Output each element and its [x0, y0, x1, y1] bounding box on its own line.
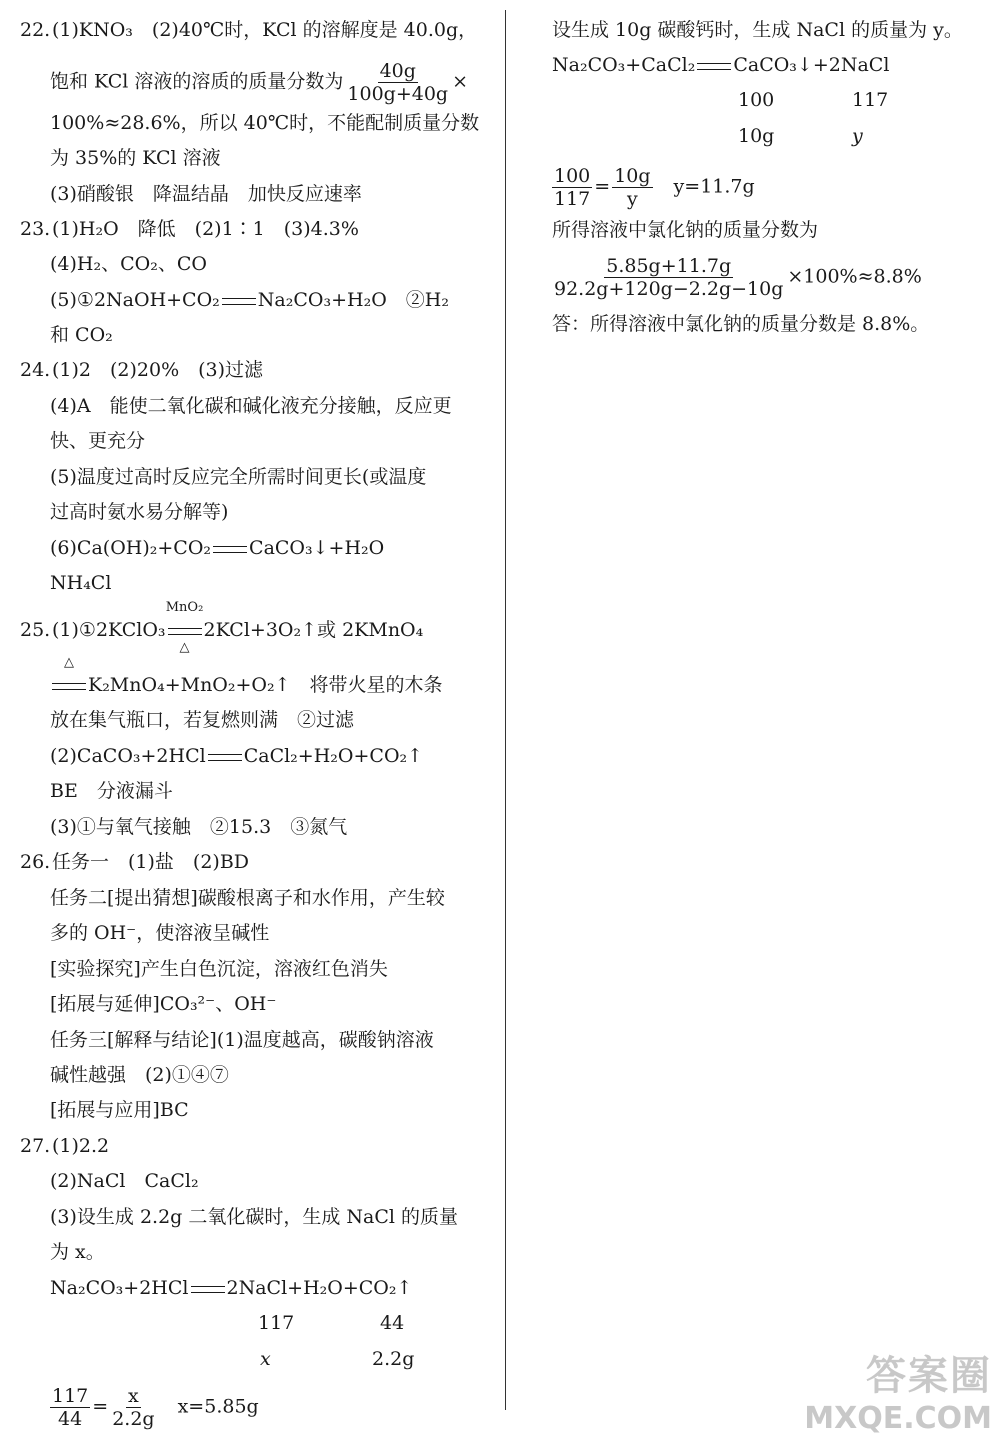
reaction-condition: MnO₂ △: [165, 600, 204, 655]
q26-line-1: 26.任务一 (1)盐 (2)BD: [20, 848, 249, 876]
equals-sign: [52, 683, 86, 690]
q27-equation: Na₂CO₃+2HCl 2NaCl+H₂O+CO₂↑: [50, 1277, 413, 1299]
right-line-4: 所得溶液中氯化钠的质量分数为: [552, 219, 819, 241]
q22-line-3: 100%≈28.6%，所以 40℃时，不能配制质量分数: [50, 112, 480, 134]
q22-line-1: 22.(1)KNO₃ (2)40℃时，KCl 的溶解度是 40.0g，: [20, 16, 477, 44]
q25-line-1: 25.(1)①2KClO₃ MnO₂ △ 2KCl+3O₂↑或 2KMnO₄: [20, 600, 424, 655]
molar-mass-nacl: 117: [258, 1312, 295, 1334]
watermark-site: MXQE.COM: [804, 1401, 992, 1436]
q23-line-4: 和 CO₂: [50, 324, 113, 346]
watermark: [804, 1344, 992, 1436]
q27-line-2: (2)NaCl CaCl₂: [50, 1170, 199, 1192]
q26-line-7: 碱性越强 (2)①④⑦: [50, 1064, 229, 1086]
equals-sign: [191, 1286, 225, 1293]
q25-line-2: △ K₂MnO₄+MnO₂+O₂↑ 将带火星的木条: [50, 671, 443, 699]
molar-mass-nacl: 117: [852, 89, 889, 111]
question-number: 26.: [20, 851, 51, 873]
fraction: $\frac{100}{117}$: [554, 165, 591, 210]
molar-mass-caco3: 100: [738, 89, 775, 111]
fraction: $\frac{10g}{y}$: [614, 165, 651, 210]
q27-line-3: (3)设生成 2.2g 二氧化碳时，生成 NaCl 的质量: [50, 1206, 459, 1228]
equals-sign: [222, 298, 256, 305]
fraction: $\frac{5.85g+11.7g}{92.2g+120g-2.2g-10g}$: [554, 255, 784, 300]
watermark-logo: 答案圈: [866, 1353, 992, 1399]
mass-fraction-formula: $\frac{5.85g+11.7g}{92.2g+120g-2.2g-10g}$ ×100%≈8.8%: [554, 255, 922, 300]
right-proportion: $\frac{100}{117}$ = $\frac{10g}{y}$ y=11.7g: [554, 165, 755, 210]
question-number: 24.: [20, 359, 51, 381]
q22-line-5: (3)硝酸银 降温结晶 加快反应速率: [50, 183, 362, 205]
molar-mass-co2: 44: [380, 1312, 405, 1334]
q23-line-2: (4)H₂、CO₂、CO: [50, 253, 207, 275]
equals-sign: [208, 754, 242, 761]
unknown-y: y: [852, 125, 863, 147]
q26-line-4: [实验探究]产生白色沉淀，溶液红色消失: [50, 958, 388, 980]
right-line-1: 设生成 10g 碳酸钙时，生成 NaCl 的质量为 y。: [552, 19, 963, 41]
q22-line-2: 饱和 KCl 溶液的溶质的质量分数为 $\frac{40g}{100g+40g}$ ×: [50, 60, 468, 105]
q24-line-4: (5)温度过高时反应完全所需时间更长(或温度: [50, 466, 427, 488]
fraction: $\frac{x}{2.2g}$: [112, 1385, 155, 1430]
q26-line-8: [拓展与应用]BC: [50, 1099, 189, 1121]
equals-sign: [697, 63, 731, 70]
reaction-condition: △: [50, 671, 88, 699]
q27-line-4: 为 x。: [50, 1241, 105, 1263]
q26-line-2: 任务二[提出猜想]碳酸根离子和水作用，产生较: [50, 887, 445, 909]
q24-line-1: 24.(1)2 (2)20% (3)过滤: [20, 356, 263, 384]
q25-line-5: BE 分液漏斗: [50, 780, 173, 802]
right-equation: Na₂CO₃+CaCl₂ CaCO₃↓+2NaCl: [552, 54, 890, 76]
q25-line-6: (3)①与氧气接触 ②15.3 ③氮气: [50, 816, 348, 838]
q25-line-4: (2)CaCO₃+2HCl CaCl₂+H₂O+CO₂↑: [50, 745, 424, 767]
q27-proportion: $\frac{117}{44}$ = $\frac{x}{2.2g}$ x=5.85g: [52, 1385, 259, 1430]
final-answer: 答：所得溶液中氯化钠的质量分数是 8.8%。: [552, 313, 930, 335]
q22-line-4: 为 35%的 KCl 溶液: [50, 147, 221, 169]
q23-line-1: 23.(1)H₂O 降低 (2)1∶1 (3)4.3%: [20, 215, 359, 243]
question-number: 23.: [20, 218, 51, 240]
q25-line-3: 放在集气瓶口，若复燃则满 ②过滤: [50, 709, 355, 731]
q23-line-3: (5)①2NaOH+CO₂ Na₂CO₃+H₂O ②H₂: [50, 289, 449, 311]
given-caco3-mass: 10g: [738, 125, 775, 147]
q24-line-2: (4)A 能使二氧化碳和碱化液充分接触，反应更: [50, 395, 452, 417]
fraction: $\frac{40g}{100g+40g}$: [347, 60, 449, 105]
q26-line-3: 多的 OH⁻，使溶液呈碱性: [50, 922, 270, 944]
unknown-x: x: [260, 1348, 271, 1370]
q24-line-6: (6)Ca(OH)₂+CO₂ CaCO₃↓+H₂O: [50, 537, 385, 559]
q26-line-6: 任务三[解释与结论](1)温度越高，碳酸钠溶液: [50, 1029, 434, 1051]
q24-line-7: NH₄Cl: [50, 572, 112, 594]
fraction: $\frac{117}{44}$: [52, 1385, 89, 1430]
q27-line-1: 27.(1)2.2: [20, 1132, 109, 1160]
equals-sign: [213, 546, 247, 553]
q24-line-3: 快、更充分: [50, 430, 146, 452]
q26-line-5: [拓展与延伸]CO₃²⁻、OH⁻: [50, 993, 277, 1015]
column-divider: [505, 10, 506, 1410]
question-number: 22.: [20, 19, 51, 41]
given-co2-mass: 2.2g: [372, 1348, 415, 1370]
q24-line-5: 过高时氨水易分解等): [50, 501, 229, 523]
question-number: 25.: [20, 619, 51, 641]
question-number: 27.: [20, 1135, 51, 1157]
